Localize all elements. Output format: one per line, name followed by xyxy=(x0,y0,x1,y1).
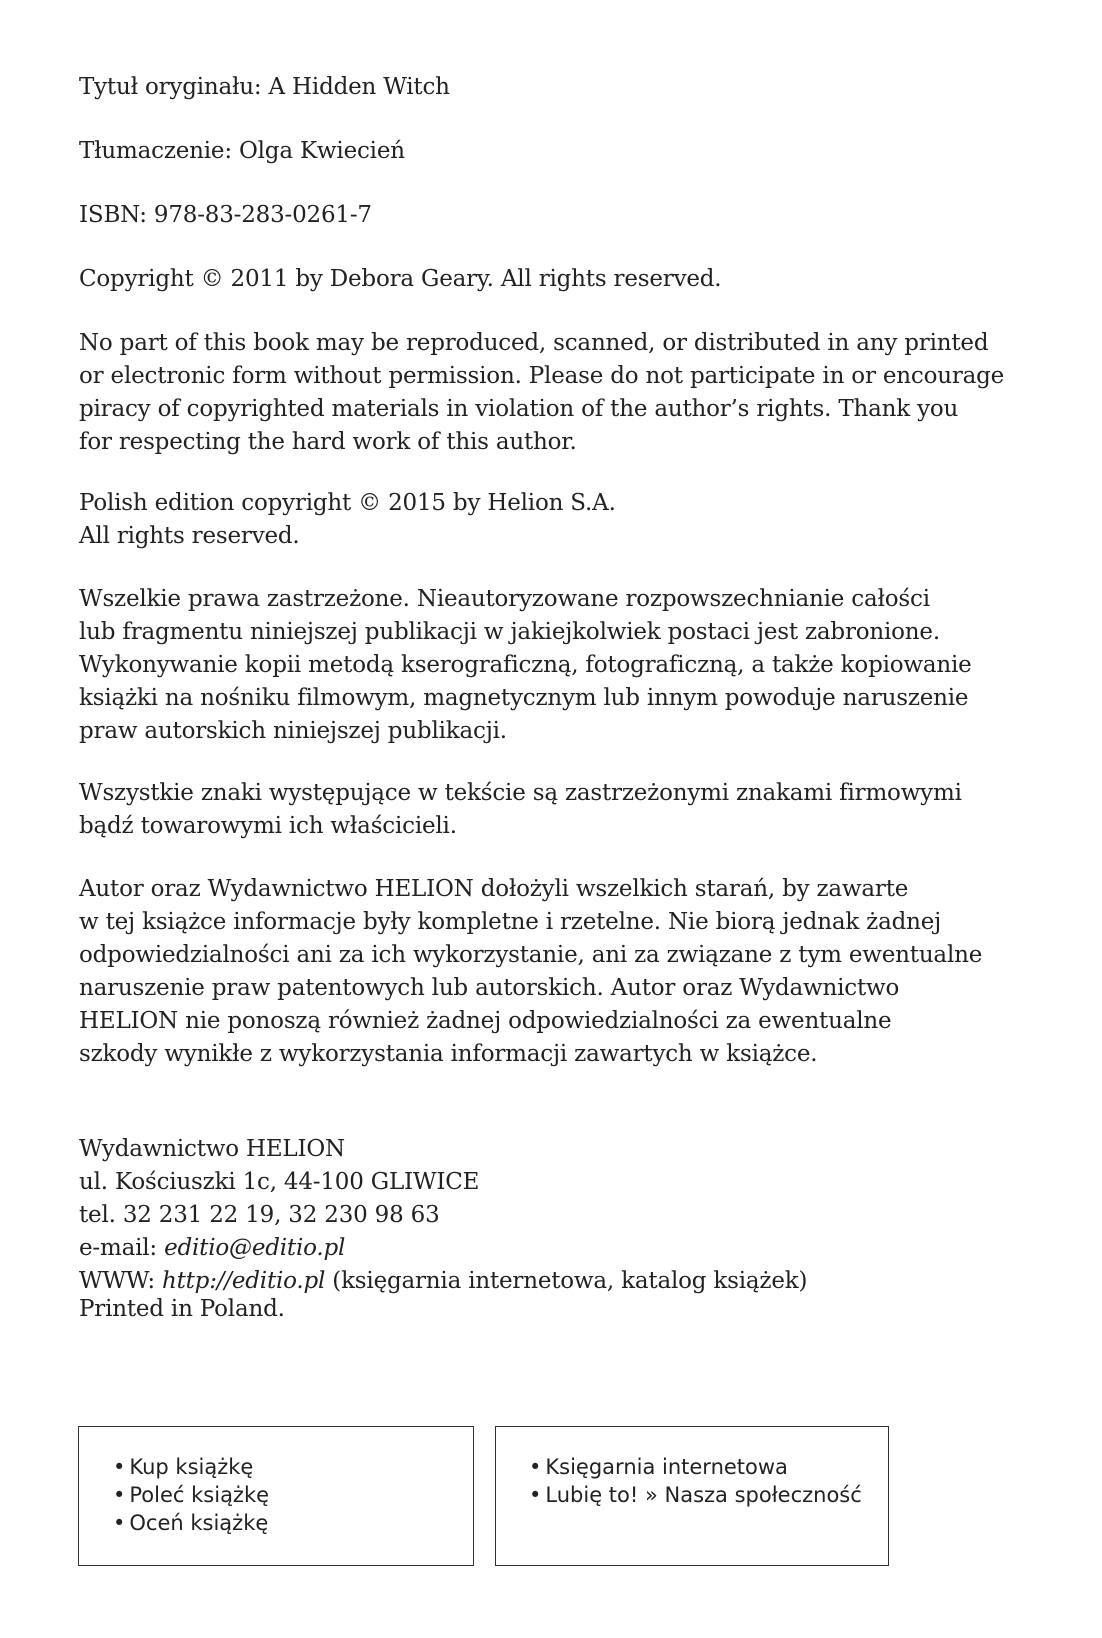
polish-edition-line: Polish edition copyright © 2015 by Helion S.A. xyxy=(79,490,616,516)
bullet: • xyxy=(529,1455,542,1479)
polish-edition-line: All rights reserved. xyxy=(79,523,300,549)
copyright-line: Copyright © 2011 by Debora Geary. All rights reserved. xyxy=(79,266,722,292)
email-label: e-mail: xyxy=(79,1235,165,1261)
publisher-email-line xyxy=(79,1232,979,1265)
bullet: • xyxy=(113,1483,126,1507)
buy-book-link[interactable]: • Kup książkę xyxy=(113,1455,254,1479)
book-actions-box xyxy=(78,1426,474,1566)
recommend-book-link[interactable]: • Poleć książkę xyxy=(113,1483,270,1507)
polish-rights-notice xyxy=(79,583,979,748)
online-bookstore-link[interactable]: • Księgarnia internetowa xyxy=(529,1455,788,1479)
bullet: • xyxy=(529,1483,542,1507)
rights-line: praw autorskich niniejszej publikacji. xyxy=(79,718,507,744)
rate-book-link[interactable]: • Oceń książkę xyxy=(113,1511,269,1535)
publisher-phone: tel. 32 231 22 19, 32 230 98 63 xyxy=(79,1202,440,1228)
disclaimer-line: No part of this book may be reproduced, scanned, or distributed in any printed xyxy=(79,330,989,356)
printed-in-line: Printed in Poland. xyxy=(79,1296,285,1322)
polish-edition-copyright xyxy=(79,487,979,553)
liability-line: HELION nie ponoszą również żadnej odpowiedzialności za ewentualne xyxy=(79,1008,892,1034)
liability-line: odpowiedzialności ani za ich wykorzystanie, ani za związane z tym ewentualne xyxy=(79,942,983,968)
trademarks-line: Wszystkie znaki występujące w tekście są zastrzeżonymi znakami firmowymi xyxy=(79,780,962,806)
rights-line: Wykonywanie kopii metodą kserograficzną, fotograficzną, a także kopiowanie xyxy=(79,652,972,678)
www-note: (księgarnia internetowa, katalog książek) xyxy=(325,1268,808,1294)
liability-line: naruszenie praw patentowych lub autorskich. Autor oraz Wydawnictwo xyxy=(79,975,900,1001)
disclaimer-line: for respecting the hard work of this author. xyxy=(79,429,577,455)
disclaimer-line: piracy of copyrighted materials in violation of the author’s rights. Thank you xyxy=(79,396,959,422)
www-label: WWW: xyxy=(79,1268,162,1294)
trademarks-line: bądź towarowymi ich właścicieli. xyxy=(79,813,457,839)
isbn-line: ISBN: 978-83-283-0261-7 xyxy=(79,202,372,228)
liability-notice xyxy=(79,873,983,1071)
store-links-box xyxy=(495,1426,889,1566)
email-link[interactable]: editio@editio.pl xyxy=(164,1235,346,1261)
publisher-name: Wydawnictwo HELION xyxy=(79,1136,345,1162)
translation-line: Tłumaczenie: Olga Kwiecień xyxy=(79,138,405,164)
bullet: • xyxy=(113,1455,126,1479)
disclaimer-line: or electronic form without permission. Please do not participate in or encourage xyxy=(79,363,1005,389)
www-link[interactable]: http://editio.pl xyxy=(161,1268,326,1294)
rights-line: książki na nośniku filmowym, magnetycznym lub innym powoduje naruszenie xyxy=(79,685,969,711)
publisher-contact xyxy=(79,1133,979,1298)
original-title-line: Tytuł oryginału: A Hidden Witch xyxy=(79,74,450,100)
community-link[interactable]: • Lubię to! » Nasza społeczność xyxy=(529,1483,862,1507)
trademarks-notice xyxy=(79,777,979,843)
liability-line: w tej książce informacje były kompletne i rzetelne. Nie biorą jednak żadnej xyxy=(79,909,942,935)
liability-line: szkody wynikłe z wykorzystania informacji zawartych w książce. xyxy=(79,1041,818,1067)
publisher-address: ul. Kościuszki 1c, 44-100 GLIWICE xyxy=(79,1169,480,1195)
rights-line: Wszelkie prawa zastrzeżone. Nieautoryzowane rozpowszechnianie całości xyxy=(79,586,930,612)
bullet: • xyxy=(113,1511,126,1535)
rights-line: lub fragmentu niniejszej publikacji w jakiejkolwiek postaci jest zabronione. xyxy=(79,619,940,645)
english-disclaimer xyxy=(79,327,1005,459)
liability-line: Autor oraz Wydawnictwo HELION dołożyli wszelkich starań, by zawarte xyxy=(79,876,909,902)
